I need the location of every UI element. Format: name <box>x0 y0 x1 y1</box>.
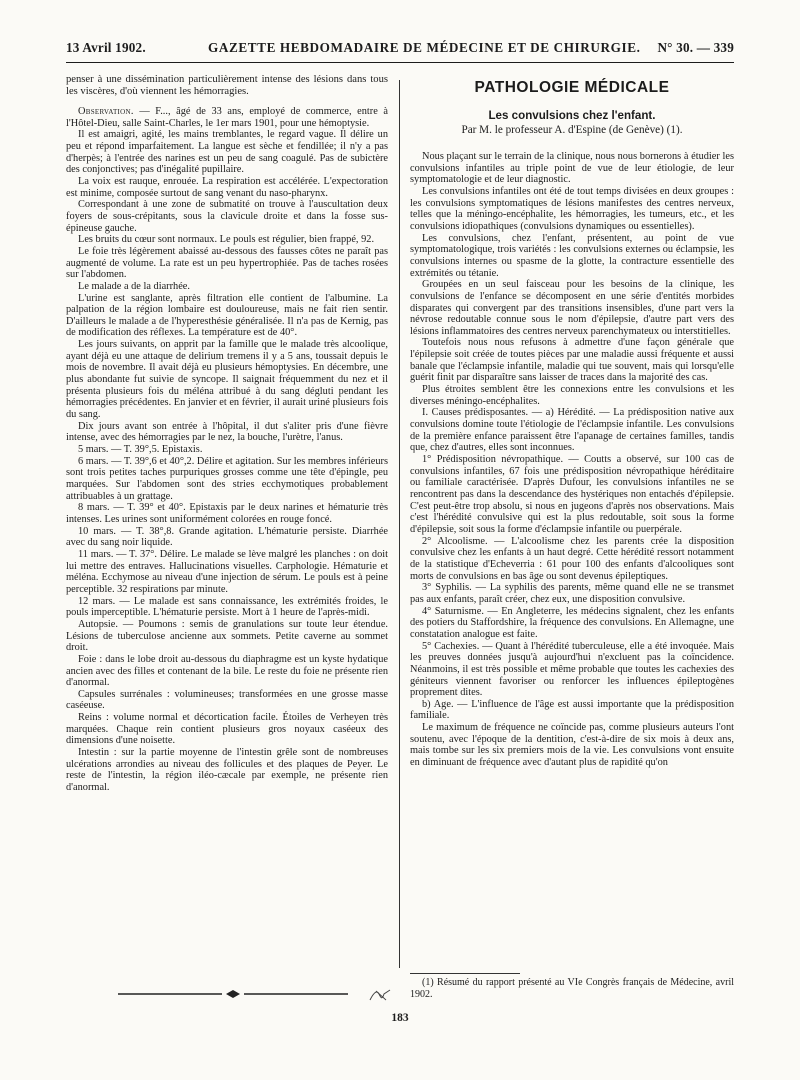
left-paragraph: 12 mars. — Le malade est sans connaissance, les extrémités froides, le pouls imperceptible. L'hématurie persiste. Mort à 1 heure de l'après-midi. <box>66 595 388 619</box>
left-paragraph: Foie : dans le lobe droit au-dessous du diaphragme est un kyste hydatique ancien avec des filles et contenant de la bile. Le reste du foie ne présente rien d'anormal. <box>66 653 388 689</box>
issue-date: 13 Avril 1902. <box>66 40 146 55</box>
right-column <box>410 74 734 769</box>
right-paragraph: Toutefois nous nous refusons à admettre d'une façon générale que l'épilepsie soit créée de toutes pièces par une maladie aussi fréquente et aussi banale que l'éclampsie infantile, maladie qui tue souvent, mais qui lorsqu'elle guérit finit par disparaître sans laisser de traces dans la majorité des cas. <box>410 337 734 384</box>
autopsy-paragraph: Autopsie. — Poumons : semis de granulations sur toute leur étendue. Lésions de tuberculose ancienne aux sommets. Petite caverne au sommet droit. <box>66 618 388 654</box>
right-paragraph: 3° Syphilis. — La syphilis des parents, même quand elle ne se transmet pas aux enfants, paraît créer, chez eux, une disposition convulsive. <box>410 582 734 605</box>
right-paragraph: 2° Alcoolisme. — L'alcoolisme chez les parents crée la disposition convulsive chez les enfants à un haut degré. Cette hérédité ressort notamment de la statistique d'Echeverria : 61 pour 100 des enfants d'alcooliques sont morts de convulsions en bas âge ou sont devenus épileptiques. <box>410 535 734 582</box>
observation-text: — F..., âgé de 33 ans, employé de commerce, entre à l'Hôtel-Dieu, salle Saint-Charles, le 1er mars 1901, pour une hémoptysie. <box>66 106 388 129</box>
handwritten-mark-icon <box>368 988 392 1002</box>
right-paragraph: I. Causes prédisposantes. — a) Hérédité. — La prédisposition native aux convulsions domine toute l'étiologie de l'éclampsie infantile. Les convulsions de la première enfance paraissent être l'apanage de certaines familles, tandis que, chez d'autres, elles sont inconnues. <box>410 407 734 454</box>
left-paragraph: Les jours suivants, on apprit par la famille que le malade très alcoolique, ayant déjà eu une attaque de delirium tremens il y a 5 ans, toussait depuis le mois de novembre. Il avait déjà eu plusieurs hémoptysies. En décembre, une plus abondante fut suivie de syncope. Il saignait fréquemment du nez et il présenta plusieurs fois du méléna attribué à du sang dégluti pendant les hémorragies précédentes. En janvier et en février, il aurait uriné plusieurs fois du sang. <box>66 339 388 421</box>
left-paragraph: Correspondant à une zone de submatité on trouve à l'auscultation deux foyers de sous-crépitants, sous la clavicule droite et dans la fosse sus-épineuse gauche. <box>66 199 388 234</box>
carry-over-paragraph: penser à une dissémination particulièrement intense des lésions dans tous les viscères, d'où viennent les hémorragies. <box>66 74 388 97</box>
footnote: (1) Résumé du rapport présenté au VIe Congrès français de Médecine, avril 1902. <box>410 977 734 1000</box>
column-divider <box>399 80 400 968</box>
footnote-rule <box>410 973 520 974</box>
right-paragraph: Les convulsions, chez l'enfant, présentent, au point de vue symptomatologique, trois variétés : les convulsions externes ou éclampsie, les convulsions internes ou spasme de la glotte, la contracture essentielle des extrémités ou tétanie. <box>410 232 734 279</box>
right-paragraph: 1° Prédisposition névropathique. — Coutts a observé, sur 100 cas de convulsions infantiles, 67 fois une prédisposition névropathique héréditaire ou familiale caractérisée. D'après Dufour, les convulsions infantiles ne se rencontrent pas dans la descendance des hystériques non entachés d'épilepsie. C'est peut-être trop absolu, si nous en jugeons d'après nos observations. Mais c'est l'hérédité convulsive qui est la plus redoutable, soit sous la forme d'épilepsie, soit sous la forme d'éclampsie infantile ou puerpérale. <box>410 454 734 535</box>
right-paragraph: Les convulsions infantiles ont été de tout temps divisées en deux groupes : les convulsions symptomatiques de lésions manifestes des centres nerveux, telles que la méningo-encéphalite, les hémorragies, les tumeurs, etc., et les convulsions idiopathiques (convulsions dynamiques ou essentielles). <box>410 185 734 232</box>
article-title: Les convulsions chez l'enfant. <box>488 108 656 122</box>
header-rule <box>66 62 734 63</box>
issue-page-number: N° 30. — 339 <box>657 40 734 55</box>
journal-title: GAZETTE HEBDOMADAIRE DE MÉDECINE ET DE CHIRURGIE. <box>208 40 641 55</box>
right-paragraph: b) Age. — L'influence de l'âge est aussi importante que la prédisposition familiale. <box>410 698 734 722</box>
observation-paragraph <box>66 106 388 129</box>
running-head <box>66 40 734 60</box>
left-paragraph: L'urine est sanglante, après filtration elle contient de l'albumine. La palpation de la région lombaire est douloureuse, mais ne fait rien sentir. D'ailleurs le malade a de l'hyperesthésie généralisée. Il n'a pas de Kernig, pas de modification des réflexes. La température est de 40°. <box>66 292 388 339</box>
left-paragraph: Il est amaigri, agité, les mains tremblantes, le regard vague. Il délire un peu et répond imparfaitement. La langue est sèche et fendillée; il n'y a pas d'herpès; à l'entrée des narines est un peu de sang coagulé. Pas de subictère des conjonctives; pas d'inégalité pupillaire. <box>66 129 388 176</box>
left-paragraph: Reins : volume normal et décortication facile. Étoiles de Verheyen très marquées. Chaque rein contient plusieurs gros noyaux caséeux des dimensions d'une noisette. <box>66 712 388 747</box>
folio-number: 183 <box>391 1012 409 1024</box>
left-paragraph: 11 mars. — T. 37°. Délire. Le malade se lève malgré les planches : on doit lui mettre des entraves. Hallucinations visuelles. Carphologie. Hématurie et méléna. Ecchymose au niveau d'une injection de sérum. Le pouls est à peine perceptible. 32 respirations par minute. <box>66 548 388 595</box>
left-paragraph: 8 mars. — T. 39° et 40°. Epistaxis par le deux narines et hématurie très intenses. Les urines sont uniformément colorées en rouge foncé. <box>66 502 388 525</box>
left-paragraph: Les bruits du cœur sont normaux. Le pouls est régulier, bien frappé, 92. <box>78 234 375 246</box>
right-paragraph: 4° Saturnisme. — En Angleterre, les médecins signalent, chez les enfants des potiers du Staffordshire, la fréquence des convulsions. En Allemagne, une constatation analogue est faite. <box>410 605 734 640</box>
observation-label: Observation. <box>78 106 134 117</box>
section-title: PATHOLOGIE MÉDICALE <box>474 79 670 96</box>
left-paragraph: Le foie très légèrement abaissé au-dessous des fausses côtes ne paraît pas augmenté de volume. La rate est un peu hypertrophiée. Pas de taches rosées sur l'abdomen. <box>66 245 388 281</box>
right-paragraph: Groupées en un seul faisceau pour les besoins de la clinique, les convulsions de l'enfance se décomposent en une série d'entités morbides disparates qui convergent par des transitions insensibles, d'une part vers la névrose redoutable connue sous le nom d'épilepsie, d'autre part vers des lésions inflammatoires des centres nerveux parenchymateux ou interstitielles. <box>410 279 734 337</box>
article-byline: Par M. le professeur A. d'Espine (de Genève) (1). <box>461 124 683 137</box>
right-paragraph: 5° Cachexies. — Quant à l'hérédité tuberculeuse, elle a été invoquée. Mais les preuves données jusqu'à aujourd'hui n'excluent pas la coïncidence. Néanmoins, il est très possible et même probable que toutes les cachexies des géniteurs viennent favoriser ou renforcer les influences épileptogènes proprement dites. <box>410 640 734 699</box>
left-column <box>66 74 388 794</box>
left-paragraph: 10 mars. — T. 38°,8. Grande agitation. L'hématurie persiste. Diarrhée avec du sang noir liquide. <box>66 525 388 549</box>
section-end-ornament <box>118 990 348 998</box>
left-paragraph: 5 mars. — T. 39°,5. Epistaxis. <box>78 444 203 456</box>
right-paragraph: Plus étroites semblent être les connexions entre les convulsions et les diverses méningo-encéphalites. <box>410 384 734 407</box>
right-paragraph: Le maximum de fréquence ne coïncide pas, comme plusieurs auteurs l'ont soutenu, avec l'époque de la dentition, c'est-à-dire de six mois à deux ans, mais tombe sur les six premiers mois de la vie. Les convulsions vont ensuite en diminuant de fréquence avec d'autant plus de rapidité qu'on <box>410 722 734 769</box>
left-paragraph: La voix est rauque, enrouée. La respiration est accélérée. L'expectoration est minime, composée surtout de sang venant du naso-pharynx. <box>66 175 388 199</box>
left-paragraph: Capsules surrénales : volumineuses; transformées en une grosse masse caséeuse. <box>66 688 388 712</box>
left-paragraph: Le malade a de la diarrhée. <box>78 280 190 292</box>
right-paragraph: Nous plaçant sur le terrain de la clinique, nous nous bornerons à étudier les convulsions infantiles au triple point de vue de leur étiologie, de leur symptomatologie et de leur diagnostic. <box>410 150 734 186</box>
left-paragraph: Intestin : sur la partie moyenne de l'intestin grêle sont de nombreuses ulcérations arrondies au niveau des follicules et des plaques de Peyer. Le reste de l'intestin, la région iléo-cæcale par exemple, ne présente rien d'anormal. <box>66 747 388 794</box>
left-paragraph: Dix jours avant son entrée à l'hôpital, il dut s'aliter pris d'une fièvre intense, avec des hémorragies par le nez, la bouche, l'urètre, l'anus. <box>66 420 388 444</box>
left-paragraph: 6 mars. — T. 39°,6 et 40°,2. Délire et agitation. Sur les membres inférieurs sont trois petites taches purpuriques grosses comme une tête d'épingle, peu marquées. Sur l'abdomen sont des stries ecchymotiques probablement attribuables à un grattage. <box>66 455 388 502</box>
